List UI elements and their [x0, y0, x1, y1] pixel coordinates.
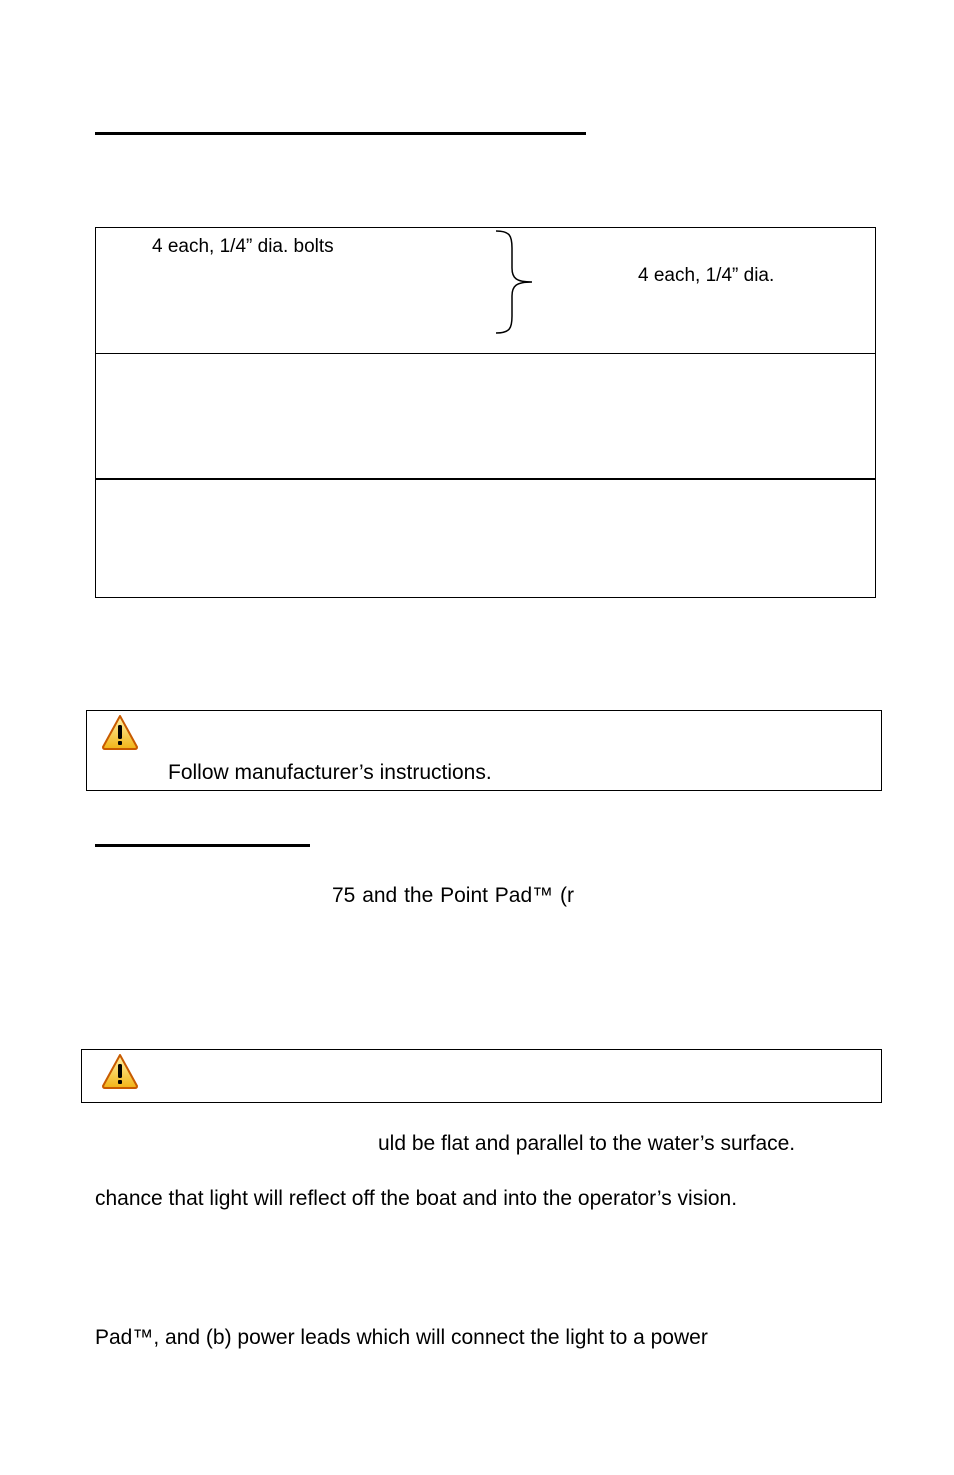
parts-table-row: [96, 354, 875, 478]
parts-left-cell-text: 4 each, 1/4” dia. bolts: [152, 236, 334, 257]
parts-table-row: [96, 228, 875, 353]
warning-triangle-icon: [101, 714, 139, 750]
body-text-line: uld be flat and parallel to the water’s surface.: [378, 1132, 796, 1155]
parts-right-cell-text: 4 each, 1/4” dia.: [638, 265, 775, 286]
parts-table-row: [96, 480, 875, 598]
body-text-line: 75 and the Point Pad™ (r: [332, 884, 574, 907]
caution-box: [86, 710, 882, 791]
subsection-heading-underline: [95, 844, 310, 847]
warning-triangle-icon: [101, 1053, 139, 1089]
body-text-line: Pad™, and (b) power leads which will connect the light to a power: [95, 1326, 708, 1349]
section-heading-underline: [95, 132, 586, 135]
parts-table: [95, 227, 876, 598]
curly-brace-icon: [494, 230, 540, 334]
body-text-line: chance that light will reflect off the boat and into the operator’s vision.: [95, 1187, 738, 1210]
caution-text: Follow manufacturer’s instructions.: [168, 761, 492, 784]
caution-box: [81, 1049, 882, 1103]
